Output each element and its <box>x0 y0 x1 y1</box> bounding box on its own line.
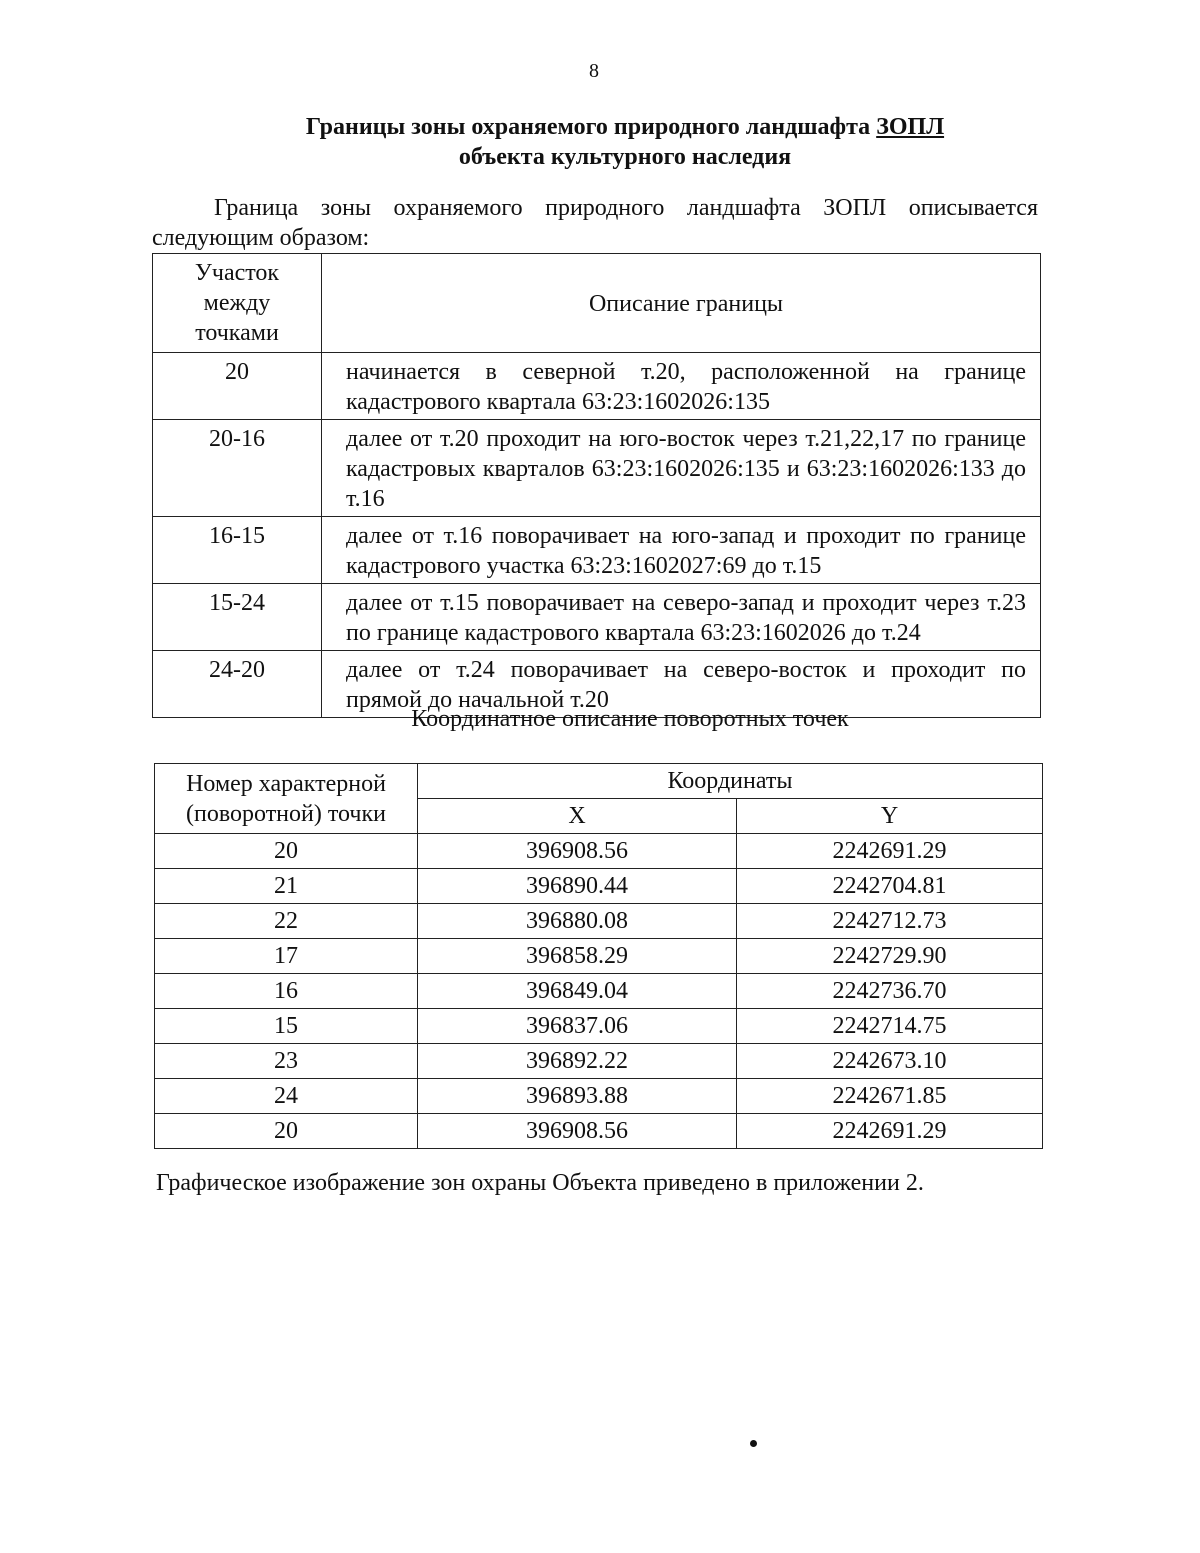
x-cell: 396837.06 <box>418 1009 737 1044</box>
x-cell: 396849.04 <box>418 974 737 1009</box>
description-cell: начинается в северной т.20, расположенной на границе кадастрового квартала 63:23:1602026:135 <box>322 353 1041 420</box>
coordinate-row <box>155 1079 1043 1114</box>
point-cell: 24 <box>155 1079 418 1114</box>
coords-header-row-1 <box>155 764 1043 799</box>
segment-cell: 24-20 <box>153 651 322 718</box>
description-cell: далее от т.16 поворачивает на юго-запад и проходит по границе кадастрового участка 63:23:1602027:69 до т.15 <box>322 517 1041 584</box>
point-number-header: Номер характерной (поворотной) точки <box>155 764 418 834</box>
x-cell: 396893.88 <box>418 1079 737 1114</box>
y-cell: 2242691.29 <box>737 1114 1043 1149</box>
segment-cell: 20-16 <box>153 420 322 517</box>
x-cell: 396908.56 <box>418 834 737 869</box>
coordinate-row <box>155 1044 1043 1079</box>
boundary-row <box>153 353 1041 420</box>
y-cell: 2242736.70 <box>737 974 1043 1009</box>
coordinates-title: Координатное описание поворотных точек <box>411 706 849 732</box>
point-cell: 21 <box>155 869 418 904</box>
boundary-row <box>153 420 1041 517</box>
coordinates-table-body <box>155 834 1043 1149</box>
document-title <box>130 112 1120 172</box>
y-cell: 2242729.90 <box>737 939 1043 974</box>
point-cell: 16 <box>155 974 418 1009</box>
point-cell: 20 <box>155 1114 418 1149</box>
title-line-1-text: Границы зоны охраняемого природного ландшафта <box>305 114 877 140</box>
segment-cell: 20 <box>153 353 322 420</box>
footer-note: Графическое изображение зон охраны Объекта приведено в приложении 2. <box>156 1170 924 1196</box>
coordinates-header: Координаты <box>418 764 1043 799</box>
point-cell: 20 <box>155 834 418 869</box>
x-cell: 396892.22 <box>418 1044 737 1079</box>
y-cell: 2242673.10 <box>737 1044 1043 1079</box>
point-cell: 15 <box>155 1009 418 1044</box>
title-abbreviation: ЗОПЛ <box>876 114 945 140</box>
coordinates-table <box>154 763 1043 1149</box>
x-cell: 396908.56 <box>418 1114 737 1149</box>
title-line-1 <box>130 112 1120 142</box>
segment-header: Участок между точками <box>153 254 322 353</box>
boundary-table-header-row <box>153 254 1041 353</box>
coordinate-row <box>155 974 1043 1009</box>
description-cell: далее от т.15 поворачивает на северо-запад и проходит через т.23 по границе кадастрового квартала 63:23:1602026 до т.24 <box>322 584 1041 651</box>
description-cell: далее от т.24 поворачивает на северо-восток и проходит по прямой до начальной т.20 <box>322 651 1041 718</box>
coordinate-row <box>155 904 1043 939</box>
intro-paragraph: Граница зоны охраняемого природного ландшафта ЗОПЛ описывается следующим образом: <box>152 195 1038 251</box>
segment-cell: 15-24 <box>153 584 322 651</box>
y-cell: 2242712.73 <box>737 904 1043 939</box>
point-cell: 17 <box>155 939 418 974</box>
coordinate-row <box>155 834 1043 869</box>
point-cell: 23 <box>155 1044 418 1079</box>
boundary-description-table <box>152 253 1041 718</box>
y-cell: 2242671.85 <box>737 1079 1043 1114</box>
coordinate-row <box>155 869 1043 904</box>
y-cell: 2242714.75 <box>737 1009 1043 1044</box>
y-cell: 2242691.29 <box>737 834 1043 869</box>
title-line-2: объекта культурного наследия <box>458 144 792 170</box>
coordinate-row <box>155 1009 1043 1044</box>
x-cell: 396890.44 <box>418 869 737 904</box>
boundary-row <box>153 517 1041 584</box>
boundary-table-body <box>153 353 1041 718</box>
y-cell: 2242704.81 <box>737 869 1043 904</box>
x-cell: 396880.08 <box>418 904 737 939</box>
y-header: Y <box>737 799 1043 834</box>
description-cell: далее от т.20 проходит на юго-восток через т.21,22,17 по границе кадастровых кварталов 63:23:1602026:135 и 63:23:1602026:133 до т.16 <box>322 420 1041 517</box>
coordinate-row <box>155 1114 1043 1149</box>
boundary-row <box>153 584 1041 651</box>
x-header: X <box>418 799 737 834</box>
point-cell: 22 <box>155 904 418 939</box>
stray-dot <box>750 1440 757 1447</box>
description-header: Описание границы <box>322 254 1041 353</box>
page-number: 8 <box>589 60 599 82</box>
segment-cell: 16-15 <box>153 517 322 584</box>
x-cell: 396858.29 <box>418 939 737 974</box>
coordinate-row <box>155 939 1043 974</box>
